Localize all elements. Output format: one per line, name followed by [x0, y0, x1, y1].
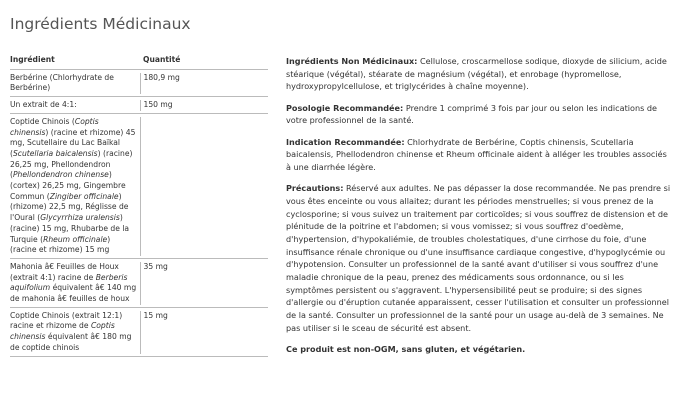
table-row [10, 114, 268, 259]
ingredient-cell: Mahonia â€ Feuilles de Houx (extrait 4:1) racine de Berberis aquifolium équivalent â€ 140 mg de mahonia â€ feuilles de houx [10, 261, 137, 304]
precautions: Précautions: Réservé aux adultes. Ne pas dépasser la dose recommandée. Ne pas prendre si vous êtes enceinte ou vous allaitez; durant les périodes menstruelles; si vous prenez de la cyclosporine; si vous suivez un traitement par corticoïdes; si vous souffrez de distension et de plénitude de la poitrine et l'abdomen; si vous vomissez; si vous souffrez d'oedème, d'hypertension, d'hypokaliémie, de troubles cholestatiques, d'une cirrhose du foie, d'une insuffisance rénale chronique ou d'une insuffisance cardiaque congestive, d'hypoglycémie ou d'hypotension. Consulter un professionnel de la santé avant d'utiliser si vous souffrez d'une maladie chronique de la peau, prenez des médicaments sous ordonnance, ou si les symptômes persistent ou s'aggravent. L'hypersensibilité peut se produire; si des signes d'allergie ou d'éruption cutanée apparaissent, cesser l'utilisation et consulter un professionnel de la santé. Consulter un professionnel de la santé pour un usage au-delà de 3 semaines. Ne pas utiliser si le sceau de sécurité est absent. [286, 183, 671, 333]
non-medicinal-ingredients: Ingrédients Non Médicinaux: Cellulose, croscarmellose sodique, dioxyde de silicium, acide stéarique (végétal), stéarate de magnésium (végétal), et enrobage (hypromellose, hydroxypropylcellulose, et triglycérides à chaîne moyenne). [286, 56, 667, 92]
quantity-cell: 35 mg [140, 262, 269, 305]
quantity-cell [140, 117, 269, 256]
table-header [10, 55, 268, 70]
quantity-cell: 180,9 mg [140, 73, 269, 94]
product-claim: Ce produit est non-OGM, sans gluten, et végétarien. [286, 344, 526, 355]
header-ingredient: Ingrédient [10, 55, 55, 64]
table-row [10, 259, 268, 308]
quantity-cell: 15 mg [140, 311, 269, 354]
table-row [10, 308, 268, 357]
recommended-dosage: Posologie Recommandée: Prendre 1 comprimé 3 fois par jour ou selon les indications de votre professionnel de la santé. [286, 102, 657, 126]
table-body [10, 70, 268, 357]
quantity-cell: 150 mg [140, 100, 269, 111]
recommended-indication: Indication Recommandée: Chlorhydrate de Berbérine, Coptis chinensis, Scutellaria baicalensis, Phellodendron chinense et Rheum officinale aident à alléger les troubles associés à une diarrhée légère. [286, 136, 667, 172]
table-row [10, 70, 268, 97]
ingredients-table [10, 55, 268, 357]
ingredient-cell: Coptide Chinois (Coptis chinensis) (racine et rhizome) 45 mg, Scutellaire du Lac Baïkal (Scutellaria baicalensis) (racine) 26,25 mg, Phellondendron (Phellondendron chinense) (cortex) 26,25 mg, Gingembre Commun (Zingiber officinale) (rhizome) 22,5 mg, Réglisse de l'Oural (Glycyrrhiza uralensis) (racine) 15 mg, Rhubarbe de la Turquie (Rheum officinale) (racine et rhizome) 15 mg [10, 116, 136, 255]
ingredient-cell: Berbérine (Chlorhydrate de Berbérine) [10, 72, 114, 93]
ingredient-cell: Un extrait de 4:1: [10, 100, 77, 110]
page-title: Ingrédients Médicinaux [10, 15, 191, 34]
product-info [286, 55, 671, 364]
table-row [10, 97, 268, 114]
ingredient-cell: Coptide Chinois (extrait 12:1) racine et rhizome de Coptis chinensis équivalent â€ 180 mg de coptide chinois [10, 310, 132, 352]
header-quantity: Quantité [143, 55, 181, 64]
